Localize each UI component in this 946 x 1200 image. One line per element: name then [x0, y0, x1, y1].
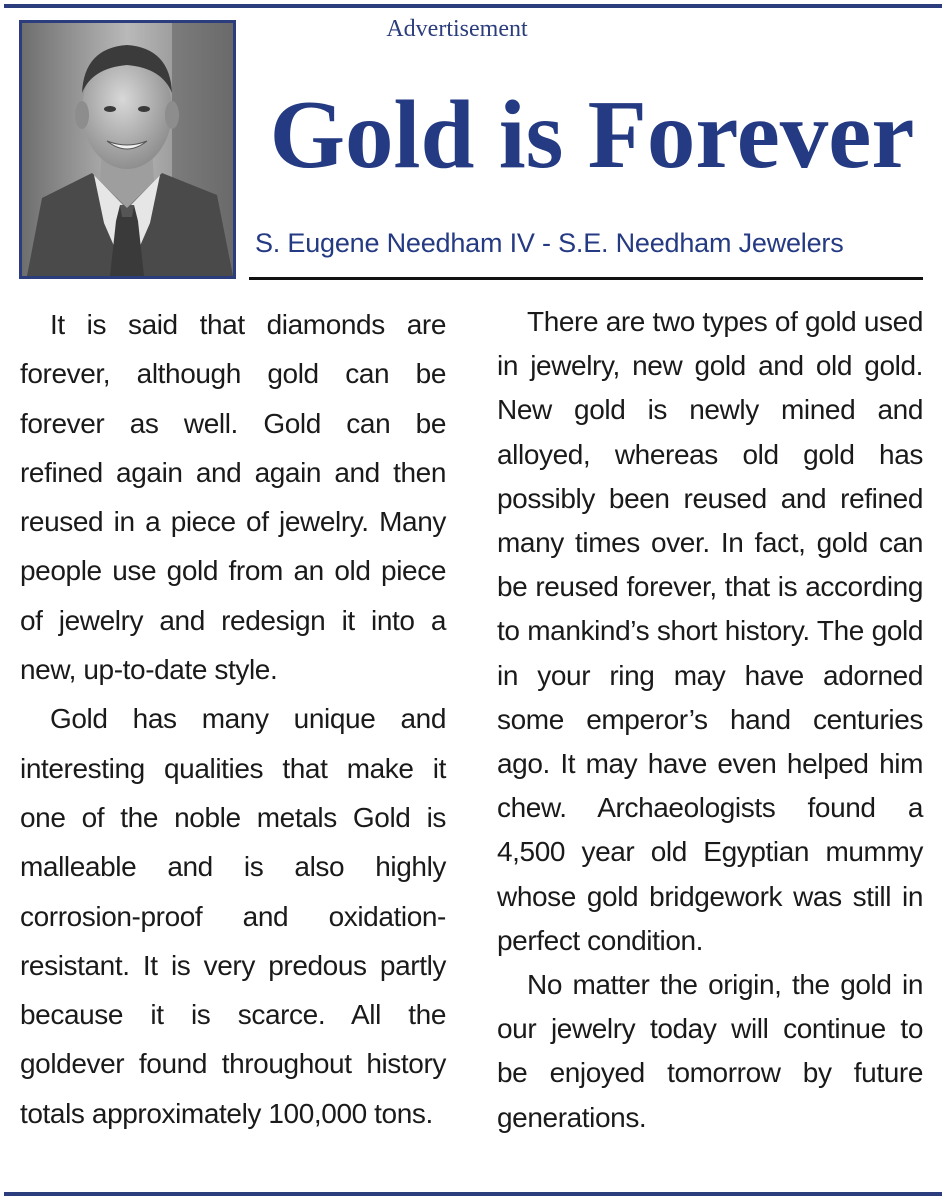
advertisement-label: Advertisement [386, 16, 528, 42]
paragraph: It is said that diamonds are forever, although gold can be forever as well. Gold can be refined again and again and then reused in a piece of jewelry. Many people use gold from an old piece of jewelry and redesign it into a new, up-to-date style. [20, 309, 446, 686]
author-portrait-icon [22, 23, 233, 276]
author-photo [19, 20, 236, 279]
article-column-right [497, 300, 923, 1140]
byline: S. Eugene Needham IV - S.E. Needham Jewelers [255, 228, 844, 258]
paragraph: Gold has many unique and interesting qualities that make it one of the noble metals Gold is malleable and is also highly corrosion-proof and oxidation-resistant. It is very predous partly because it is scarce. All the goldever found throughout history totals approximately 100,000 tons. [20, 703, 446, 1129]
headline: Gold is Forever [269, 81, 915, 188]
paragraph: There are two types of gold used in jewelry, new gold and old gold. New gold is newly mined and alloyed, whereas old gold has possibly been reused and refined many times over. In fact, gold can be reused forever, that is according to mankind’s short history. The gold in your ring may have adorned some emperor’s hand centuries ago. It may have even helped him chew. Archaeologists found a 4,500 year old Egyptian mummy whose gold bridgework was still in perfect condition. [497, 306, 923, 956]
divider-rule [249, 277, 923, 280]
article-column-left [20, 300, 446, 1138]
paragraph: No matter the origin, the gold in our jewelry today will continue to be enjoyed tomorrow by future generations. [497, 969, 923, 1133]
